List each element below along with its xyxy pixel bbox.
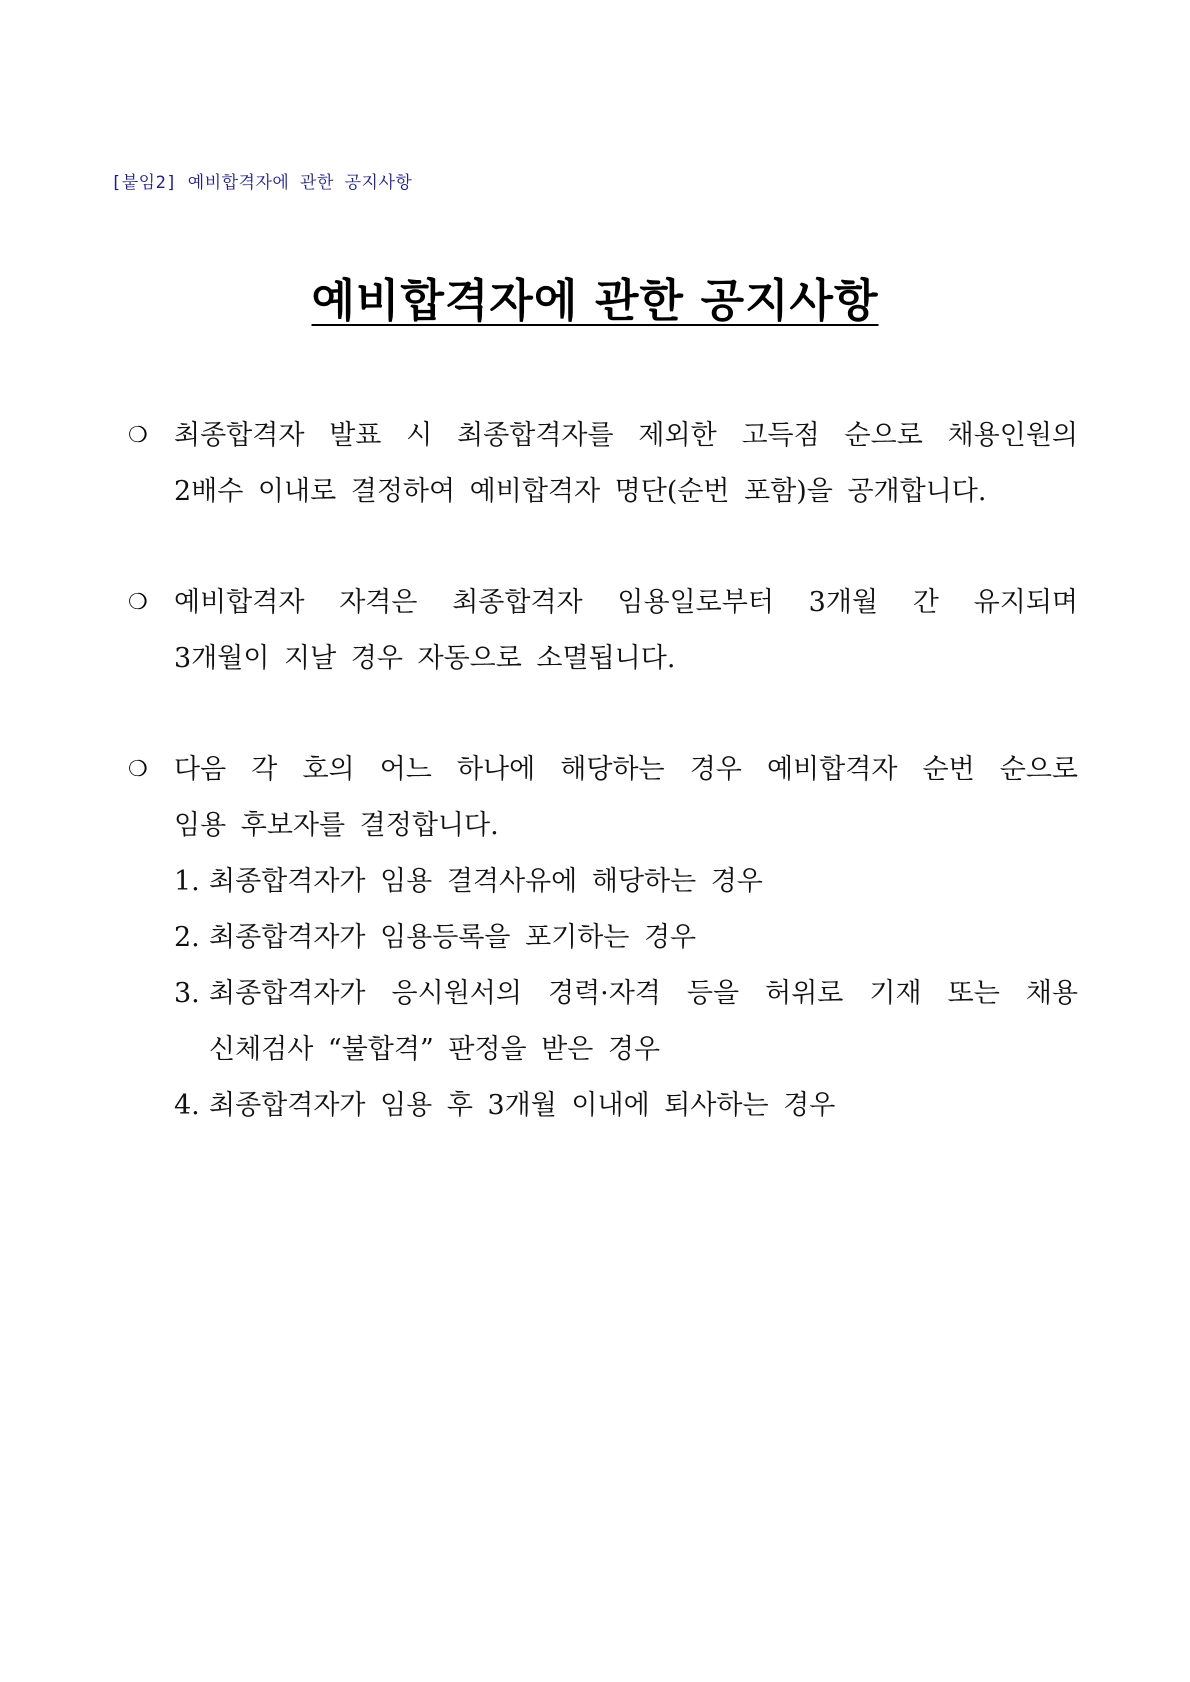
bullet-2-line-2: 3개월이 지날 경우 자동으로 소멸됩니다. (174, 643, 676, 674)
list-item-number: 3. (174, 978, 200, 1009)
list-item-text: 최종합격자가 임용 결격사유에 해당하는 경우 (209, 866, 763, 897)
circle-outline-icon: ❍ (128, 590, 148, 615)
list-item-text: 최종합격자가 임용등록을 포기하는 경우 (209, 922, 697, 953)
bullet-3-line-1: 다음 각 호의 어느 하나에 해당하는 경우 예비합격자 순번 순으로 (174, 754, 1078, 785)
bullet-1-line-1: 최종합격자 발표 시 최종합격자를 제외한 고득점 순으로 채용인원의 (174, 420, 1078, 451)
notice-bullet-3 (128, 742, 1078, 1134)
list-item (128, 966, 1078, 1022)
list-item-text: 최종합격자가 응시원서의 경력·자격 등을 허위로 기재 또는 채용 (209, 978, 1078, 1009)
list-item-text: 최종합격자가 임용 후 3개월 이내에 퇴사하는 경우 (209, 1090, 836, 1121)
list-item-continuation: 신체검사 “불합격” 판정을 받은 경우 (209, 1034, 661, 1065)
circle-outline-icon: ❍ (128, 757, 148, 782)
list-item (128, 910, 1078, 966)
notice-bullet-2 (128, 575, 1078, 687)
list-item (128, 1078, 1078, 1134)
attachment-label: [붙임2] 예비합격자에 관한 공지사항 (111, 173, 413, 193)
list-item-number: 4. (174, 1090, 200, 1121)
bullet-2-line-1: 예비합격자 자격은 최종합격자 임용일로부터 3개월 간 유지되며 (174, 587, 1078, 618)
circle-outline-icon: ❍ (128, 423, 148, 448)
list-item (128, 854, 1078, 910)
document-title (0, 264, 1190, 329)
bullet-1-line-2: 2배수 이내로 결정하여 예비합격자 명단(순번 포함)을 공개합니다. (174, 476, 987, 507)
notice-bullet-1 (128, 408, 1078, 520)
document-title-text: 예비합격자에 관한 공지사항 (311, 274, 879, 327)
list-item-number: 2. (174, 922, 200, 953)
bullet-3-line-2: 임용 후보자를 결정합니다. (174, 810, 499, 841)
list-item-number: 1. (174, 866, 200, 897)
